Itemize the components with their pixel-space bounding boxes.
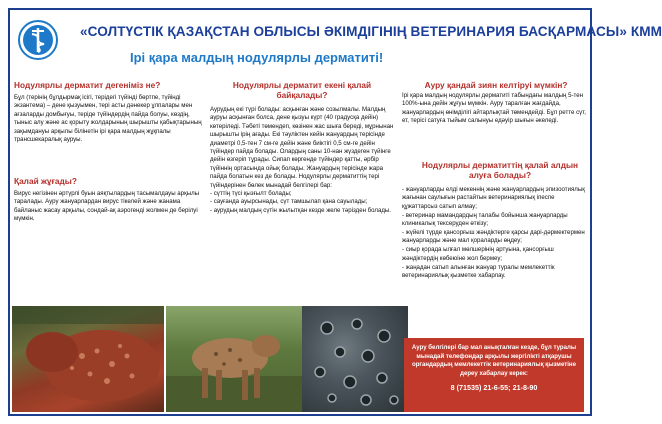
prevention-item: - сиыр қорада ылғал мөлшерінің артуына, қансорғыш жәндіктердің көбеюіне жол бермеу; bbox=[402, 246, 554, 262]
prevention-item: - ветеринар мамандардың талабы бойынша жануарларды клиникалық тексеруден өткізу; bbox=[402, 211, 568, 228]
alert-phones[interactable]: 8 (71535) 21-6-55; 21-8-90 bbox=[450, 383, 538, 393]
symptoms-block bbox=[210, 106, 396, 215]
veterinary-emblem-icon bbox=[18, 20, 58, 60]
text-transmission: Вирус негізінен әртүрлі буын аяқтылардың тасымалдауы арқылы таралады. Ауру жануарлардан вирус тікелей және жанама байланыс жасау арқылы, сондай-ақ аэрогенді жолмен де берілуі мүмкін. bbox=[14, 190, 200, 223]
photo-calf bbox=[166, 306, 302, 412]
prevention-item: - жануарларды елді мекеннің және жануарлардың эпизоотиялық жағынан саулығын растайтын ветеринариялық іпеспе құжаттарсыз сатып алмау; bbox=[402, 186, 585, 210]
prevention-item: - жаңадан сатып алынған жануар туралы мемлекеттік ветеринариялық қызметке хабарлау. bbox=[402, 263, 555, 280]
symptom-item: - сауғанда ауырсынады, сүт тамшылап қана сауылады; bbox=[210, 198, 368, 206]
photo-cow bbox=[12, 306, 164, 412]
symptom-item: - сүттің түсі қызғылт болады; bbox=[210, 190, 292, 198]
heading-what-is: Нодулярлы дерматит дегеніміз не? bbox=[14, 80, 161, 90]
photo-skin-nodules bbox=[302, 306, 408, 412]
alert-text: Ауру белгілері бар мал анықталған кезде, бұл туралы мынадай телефондар арқылы жергілікті атқарушы органдардың мемлекеттік ветеринариялық қызметіне дереу хабарлау керек: bbox=[411, 344, 577, 377]
prevention-list bbox=[402, 186, 590, 281]
heading-damage: Ауру қандай зиян келтіруі мүмкін? bbox=[424, 80, 568, 90]
heading-symptoms: Нодулярлы дерматит екені қалай байқалады? bbox=[232, 80, 372, 100]
symptom-item: - аурудың малдың сүтін жылытқан кезде желе тәрізден болады. bbox=[210, 206, 391, 214]
text-what-is: Бұл (терінің бұлдырмақ ісігі, терідегі түйінді бөртпе, түйінді экзантема) – дене қызуымен, тері асты дәнекер ұлпалары мен ағзаларды домбығуы, теріде түйіндердің пайда болуы, көздің, тыныс алу және ас қорыту жолдарының шырышты қабықтарының зақымдануы арқылы білінетін ірі қара малдың жұқпалы трансшекаралық ауруы. bbox=[14, 94, 202, 144]
contact-alert-box bbox=[404, 338, 584, 412]
page-title: «СОЛТҮСТІК ҚАЗАҚСТАН ОБЛЫСЫ ӘКІМДІГІНІҢ ВЕТЕРИНАРИЯ БАСҚАРМАСЫ» КММ bbox=[80, 24, 662, 39]
poster-frame bbox=[8, 8, 662, 416]
page-subtitle: Ірі қара малдың нодулярлы дерматиті! bbox=[130, 50, 384, 65]
prevention-item: - жүйелі түрде қансорғыш жәндіктерге қарсы дарі-дәрмектермен жануарларды және мал қораларды өңдеу; bbox=[402, 229, 585, 245]
text-symptoms: Аурудың екі түрі болады: асқынған және созылмалы. Малдың ауруы асқынған болса, дене қызуы күрт (40 градусқа дейін) көтеріледі. Тәбеті төмендеп, көзінен жас шыға береді, мұрнынан шырышты ірің ағады. Екі тәуліктен кейін жануардың терісінде диаметрі 0,5-тен 7 см-ге дейін және биіктігі 0,5 см-ге дейін түйіндер пайда болады. Олардың саны 10-нан жүздеген түйінге дейін өзгеріп тұрады. Сипап көргенде түйіндер қатты, әрбір түйіннің ортасында ойық болады. Жануардың терісінде жара пайда болатын кез де болады. Нодулярлы дерматиттің тері түйіндерінен бөлек мынадай белгілері бар: bbox=[210, 106, 394, 189]
heading-prevention: Нодулярлы дерматиттің қалай алдын алуға болады? bbox=[421, 160, 579, 180]
heading-transmission: Қалай жұғады? bbox=[14, 176, 77, 186]
poster-header bbox=[10, 10, 662, 74]
text-damage: Ірі қара малдың нодулярлы дерматиті табындағы малдың 5-тен 100%-ына дейін жұғуы мүмкін. Ауру таралған жағдайда, жануарлардың өнімділігі айтарлықтай төмендейді. Бұл ретте сүт, ет, терісі сатуға тыйым салынуы едәуір шығын әкеледі. bbox=[402, 92, 586, 125]
